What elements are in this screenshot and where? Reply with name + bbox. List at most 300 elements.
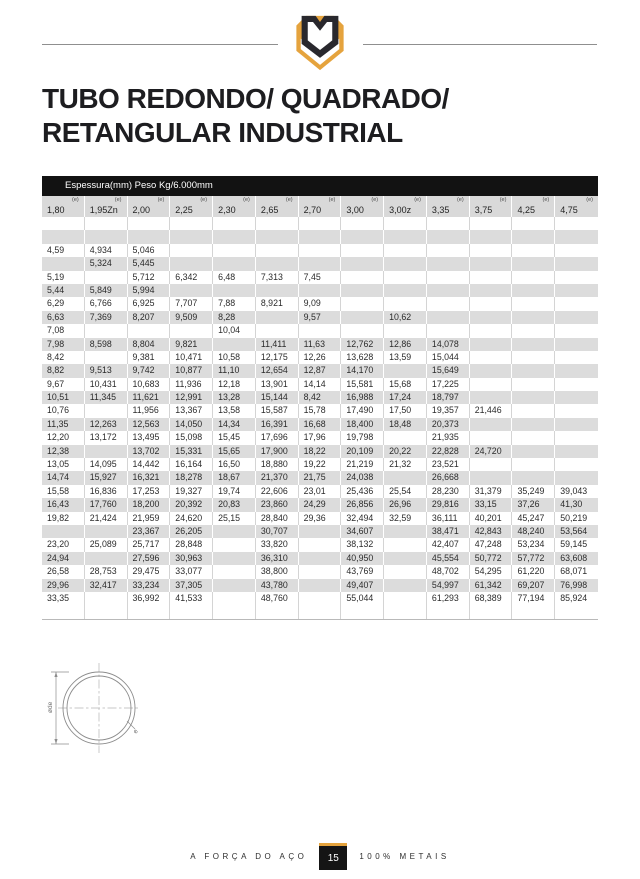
weight-cell: 13,901 (256, 378, 299, 391)
weight-cell: 17,24 (384, 391, 427, 404)
weight-cell: 9,381 (128, 351, 171, 364)
weight-cell: 36,111 (427, 512, 470, 525)
weight-cell: 33,077 (170, 565, 213, 578)
weight-cell (427, 311, 470, 324)
weight-cell (384, 579, 427, 592)
weight-cell (512, 230, 555, 243)
weight-cell (213, 565, 256, 578)
table-row (42, 230, 598, 243)
weight-cell: 54,295 (470, 565, 513, 578)
weight-cell: 29,36 (299, 512, 342, 525)
weight-cell: 16,988 (341, 391, 384, 404)
weight-cell: 10,51 (42, 391, 85, 404)
weight-cell (470, 351, 513, 364)
weight-cell: 15,65 (213, 445, 256, 458)
weight-cell: 38,800 (256, 565, 299, 578)
weight-cell (470, 418, 513, 431)
weight-cell (555, 230, 598, 243)
weight-cell: 11,63 (299, 338, 342, 351)
weight-cell: 17,696 (256, 431, 299, 444)
weight-cell: 39,043 (560, 485, 588, 496)
weight-cell (512, 257, 555, 270)
weight-cell: 17,760 (85, 498, 128, 511)
weight-cell (555, 418, 598, 431)
weight-cell: 14,078 (427, 338, 470, 351)
table-row (42, 431, 598, 444)
weight-cell: 45,247 (512, 512, 555, 525)
weight-cell: 6,925 (128, 297, 171, 310)
weight-cell (85, 351, 128, 364)
table-row (42, 351, 598, 364)
column-sup-label: (e) (371, 197, 379, 203)
thickness-label: e (132, 728, 140, 736)
weight-cell: 15,68 (384, 378, 427, 391)
weight-cell (384, 244, 427, 257)
column-sup-label: (e) (243, 197, 250, 203)
weight-cell (512, 471, 555, 484)
weight-cell (341, 284, 384, 297)
weight-cell: 12,762 (341, 338, 384, 351)
weight-cell (470, 471, 513, 484)
weight-cell (470, 311, 513, 324)
weight-cell: 8,921 (256, 297, 299, 310)
weight-cell: 21,424 (85, 512, 128, 525)
weight-cell: 18,880 (256, 458, 299, 471)
table-row (42, 605, 598, 618)
weight-cell: 9,513 (85, 364, 128, 377)
weight-cell (427, 217, 470, 230)
weight-cell (555, 378, 598, 391)
weight-cell: 22,828 (427, 445, 470, 458)
weight-cell (85, 552, 128, 565)
weight-cell (555, 257, 598, 270)
weight-cell: 43,780 (256, 579, 299, 592)
page-title-line1: TUBO REDONDO/ QUADRADO/ (42, 83, 449, 114)
weight-cell (170, 284, 213, 297)
weight-cell (384, 525, 427, 538)
weight-cell (512, 445, 555, 458)
table-row (42, 552, 598, 565)
weight-cell (128, 217, 171, 230)
table-row (42, 579, 598, 592)
page-footer (0, 843, 640, 870)
weight-cell (85, 217, 128, 230)
weight-cell (470, 364, 513, 377)
table-row (42, 217, 598, 230)
weight-cell (512, 217, 555, 230)
weight-cell (42, 525, 85, 538)
weight-cell (341, 230, 384, 243)
table-row (42, 324, 598, 337)
weight-cell: 25,089 (85, 538, 128, 551)
weight-cell (384, 431, 427, 444)
table-row (42, 297, 598, 310)
weight-cell (512, 458, 555, 471)
weight-cell: 5,849 (85, 284, 128, 297)
weight-cell: 23,20 (42, 538, 85, 551)
weight-cell (470, 391, 513, 404)
brand-shield-logo-icon (292, 13, 348, 73)
weight-cell (42, 230, 85, 243)
weight-cell (85, 445, 128, 458)
weight-cell (555, 471, 598, 484)
weight-cell (213, 244, 256, 257)
weight-cell (555, 605, 598, 618)
column-sup-label: (e) (157, 197, 165, 203)
weight-cell: 7,369 (85, 311, 128, 324)
weight-cell (555, 364, 598, 377)
table-row (42, 311, 598, 324)
weight-cell: 37,26 (512, 498, 555, 511)
weight-cell (213, 230, 256, 243)
weight-cell: 37,305 (170, 579, 213, 592)
weight-cell (85, 230, 128, 243)
weight-cell (512, 391, 555, 404)
weight-cell: 26,205 (170, 525, 213, 538)
weight-cell (213, 605, 256, 618)
weight-cell (256, 230, 299, 243)
weight-cell (85, 324, 128, 337)
weight-cell (555, 445, 598, 458)
weight-cell (512, 311, 555, 324)
weight-cell (427, 297, 470, 310)
weight-cell (213, 579, 256, 592)
table-row (42, 364, 598, 377)
weight-cell: 7,707 (170, 297, 213, 310)
weight-cell: 8,42 (42, 351, 85, 364)
table-row (42, 458, 598, 471)
column-sup-label: (e) (414, 197, 421, 203)
header-rule-right (363, 44, 597, 45)
weight-cell: 45,554 (427, 552, 470, 565)
weight-cell: 9,509 (170, 311, 213, 324)
weight-cell (299, 579, 342, 592)
weight-cell (470, 271, 513, 284)
weight-cell (384, 324, 427, 337)
column-sup-label: (e) (456, 197, 464, 203)
weight-cell: 18,48 (384, 418, 427, 431)
weight-cell (512, 284, 555, 297)
weight-cell: 63,608 (560, 552, 588, 563)
weight-cell: 9,742 (128, 364, 171, 377)
weight-cell (512, 364, 555, 377)
column-header-4,75 (555, 196, 598, 217)
weight-cell: 10,683 (128, 378, 171, 391)
weight-cell: 14,442 (128, 458, 171, 471)
weight-cell: 48,760 (256, 592, 299, 605)
weight-cell: 26,856 (341, 498, 384, 511)
column-thickness-value: 1,80 (47, 205, 65, 215)
weight-cell: 10,76 (42, 404, 85, 417)
column-thickness-value: 3,75 (474, 205, 493, 215)
weight-cell: 10,62 (384, 311, 427, 324)
weight-cell (85, 605, 128, 618)
weight-cell: 15,044 (427, 351, 470, 364)
weight-cell (555, 244, 598, 257)
weight-cell: 22,606 (256, 485, 299, 498)
weight-cell: 28,848 (170, 538, 213, 551)
weight-cell: 4,934 (85, 244, 128, 257)
table-row (42, 471, 598, 484)
weight-cell: 13,59 (384, 351, 427, 364)
column-header-4,25 (512, 196, 555, 217)
weight-cell (512, 351, 555, 364)
weight-cell: 12,18 (213, 378, 256, 391)
table-row (42, 271, 598, 284)
weight-cell (427, 271, 470, 284)
weight-cell (341, 244, 384, 257)
weight-cell: 47,248 (470, 538, 513, 551)
weight-cell: 11,345 (85, 391, 128, 404)
column-header-1,80 (42, 196, 85, 217)
page-title (42, 82, 449, 150)
column-thickness-value: 3,00 (346, 205, 364, 215)
weight-cell: 15,78 (299, 404, 342, 417)
weight-cell: 20,83 (213, 498, 256, 511)
weight-cell: 50,219 (560, 512, 588, 523)
weight-cell: 76,998 (560, 579, 588, 590)
table-row (42, 445, 598, 458)
table-row (42, 418, 598, 431)
weight-cell: 42,843 (470, 525, 513, 538)
weight-cell (470, 458, 513, 471)
column-thickness-value: 1,95Zn (89, 205, 118, 215)
table-row (42, 512, 598, 525)
weight-cell: 12,654 (256, 364, 299, 377)
weight-cell (384, 471, 427, 484)
weight-cell (512, 431, 555, 444)
weight-cell (384, 230, 427, 243)
column-sup-label: (e) (200, 197, 208, 203)
weight-cell (384, 257, 427, 270)
weight-cell: 12,175 (256, 351, 299, 364)
weight-cell: 19,74 (213, 485, 256, 498)
weight-cell (256, 324, 299, 337)
column-thickness-value: 2,25 (175, 205, 193, 215)
weight-cell: 16,164 (170, 458, 213, 471)
weight-cell: 15,45 (213, 431, 256, 444)
weight-cell: 12,991 (170, 391, 213, 404)
weight-cell: 49,407 (341, 579, 384, 592)
weight-cell: 8,598 (85, 338, 128, 351)
weight-cell: 16,68 (299, 418, 342, 431)
weight-cell: 61,293 (427, 592, 470, 605)
weight-cell (384, 565, 427, 578)
weight-cell (470, 324, 513, 337)
weight-cell: 25,54 (384, 485, 427, 498)
weight-cell: 21,75 (299, 471, 342, 484)
weight-cell (256, 244, 299, 257)
weight-cell: 17,50 (384, 404, 427, 417)
weight-cell: 27,596 (128, 552, 171, 565)
weight-cell: 33,35 (42, 592, 85, 605)
weight-cell (555, 404, 598, 417)
weight-cell (85, 404, 128, 417)
weight-cell: 77,194 (512, 592, 555, 605)
weight-cell: 9,821 (170, 338, 213, 351)
weight-cell: 18,22 (299, 445, 342, 458)
weight-cell: 55,044 (341, 592, 384, 605)
weight-cell: 50,772 (470, 552, 513, 565)
weight-cell: 12,20 (42, 431, 85, 444)
weight-cell (384, 538, 427, 551)
weight-cell: 17,225 (427, 378, 470, 391)
weight-cell (256, 257, 299, 270)
weight-cell (470, 338, 513, 351)
weight-cell (299, 230, 342, 243)
weight-cell: 10,431 (85, 378, 128, 391)
weight-cell: 19,22 (299, 458, 342, 471)
weight-cell: 61,220 (512, 565, 555, 578)
column-header-1,95Zn (85, 196, 128, 217)
weight-cell: 30,963 (170, 552, 213, 565)
weight-cell (213, 338, 256, 351)
column-header-3,00 (341, 196, 384, 217)
weight-cell: 9,67 (42, 378, 85, 391)
table-row (42, 525, 598, 538)
column-thickness-value: 3,00z (389, 205, 412, 215)
table-row (42, 257, 598, 270)
weight-cell (341, 271, 384, 284)
weight-cell: 19,357 (427, 404, 470, 417)
table-row (42, 284, 598, 297)
weight-cell: 15,58 (42, 485, 85, 498)
weight-cell: 11,621 (128, 391, 171, 404)
weight-cell (341, 605, 384, 618)
weight-cell: 32,494 (341, 512, 384, 525)
weight-cell: 18,797 (427, 391, 470, 404)
weight-cell (256, 284, 299, 297)
weight-cell (470, 244, 513, 257)
weight-cell: 17,96 (299, 431, 342, 444)
weight-cell: 36,992 (128, 592, 171, 605)
weight-cell: 13,58 (213, 404, 256, 417)
weight-cell (512, 244, 555, 257)
weight-cell: 13,28 (213, 391, 256, 404)
weight-cell: 10,04 (213, 324, 256, 337)
weight-cell: 13,05 (42, 458, 85, 471)
weight-cell: 12,563 (128, 418, 171, 431)
weight-cell: 11,936 (170, 378, 213, 391)
weight-cell: 13,495 (128, 431, 171, 444)
weight-cell: 33,234 (128, 579, 171, 592)
weight-cell (170, 257, 213, 270)
table-row (42, 338, 598, 351)
weight-table (42, 176, 598, 620)
weight-cell: 28,230 (427, 485, 470, 498)
weight-cell: 57,772 (512, 552, 555, 565)
weight-cell: 8,42 (299, 391, 342, 404)
weight-cell: 38,471 (427, 525, 470, 538)
weight-cell: 20,22 (384, 445, 427, 458)
weight-cell: 8,28 (213, 311, 256, 324)
weight-cell: 48,240 (512, 525, 555, 538)
weight-cell: 53,234 (512, 538, 555, 551)
page-title-line2: RETANGULAR INDUSTRIAL (42, 117, 403, 148)
weight-cell: 6,766 (85, 297, 128, 310)
weight-cell: 10,877 (170, 364, 213, 377)
weight-cell (555, 391, 598, 404)
weight-cell: 42,407 (427, 538, 470, 551)
weight-cell (470, 605, 513, 618)
column-thickness-value: 2,00 (132, 205, 151, 215)
weight-cell (512, 418, 555, 431)
footer-slogan: A FORÇA DO AÇO (190, 852, 308, 861)
weight-cell (341, 324, 384, 337)
weight-cell (170, 230, 213, 243)
weight-cell (555, 311, 598, 324)
weight-cell: 13,367 (170, 404, 213, 417)
weight-cell (299, 217, 342, 230)
weight-cell (384, 217, 427, 230)
weight-cell: 15,587 (256, 404, 299, 417)
weight-cell: 14,050 (170, 418, 213, 431)
column-header-2,25 (170, 196, 213, 217)
column-thickness-value: 4,75 (560, 205, 578, 215)
weight-cell: 5,19 (42, 271, 85, 284)
column-thickness-value: 2,30 (218, 205, 236, 215)
weight-cell: 6,29 (42, 297, 85, 310)
tube-cross-section-drawing (40, 650, 160, 764)
weight-cell (85, 525, 128, 538)
weight-cell: 21,959 (128, 512, 171, 525)
column-sup-label: (e) (114, 197, 122, 203)
weight-cell: 16,321 (128, 471, 171, 484)
footer-brand: 100% METAIS (359, 852, 450, 861)
weight-cell (299, 605, 342, 618)
table-row (42, 538, 598, 551)
weight-cell (299, 257, 342, 270)
weight-cell: 20,392 (170, 498, 213, 511)
weight-cell: 9,09 (299, 297, 342, 310)
weight-cell (341, 217, 384, 230)
weight-cell (555, 217, 598, 230)
weight-cell: 40,201 (470, 512, 513, 525)
weight-cell: 9,57 (299, 311, 342, 324)
weight-cell: 23,367 (128, 525, 171, 538)
weight-cell: 32,59 (384, 512, 427, 525)
weight-cell: 25,15 (213, 512, 256, 525)
weight-cell: 15,581 (341, 378, 384, 391)
weight-cell (256, 311, 299, 324)
weight-cell (299, 592, 342, 605)
weight-cell: 15,331 (170, 445, 213, 458)
weight-cell: 8,804 (128, 338, 171, 351)
weight-cell: 18,67 (213, 471, 256, 484)
weight-cell: 41,533 (170, 592, 213, 605)
column-sup-label: (e) (285, 197, 293, 203)
page-number-badge: 15 (319, 843, 347, 870)
weight-cell: 23,860 (256, 498, 299, 511)
diameter-label: øde (47, 701, 54, 713)
weight-cell: 15,144 (256, 391, 299, 404)
weight-cell (85, 271, 128, 284)
weight-cell: 69,207 (512, 579, 555, 592)
weight-cell: 4,59 (42, 244, 85, 257)
table-row (42, 404, 598, 417)
column-sup-label: (e) (328, 197, 336, 203)
weight-cell: 21,219 (341, 458, 384, 471)
weight-cell (213, 592, 256, 605)
weight-cell: 10,58 (213, 351, 256, 364)
column-thickness-value: 2,65 (260, 205, 279, 215)
weight-cell (213, 525, 256, 538)
weight-cell (170, 217, 213, 230)
table-header-bar: Espessura(mm) Peso Kg/6.000mm (42, 176, 598, 196)
weight-cell (128, 605, 171, 618)
weight-cell: 19,798 (341, 431, 384, 444)
weight-cell (555, 284, 598, 297)
